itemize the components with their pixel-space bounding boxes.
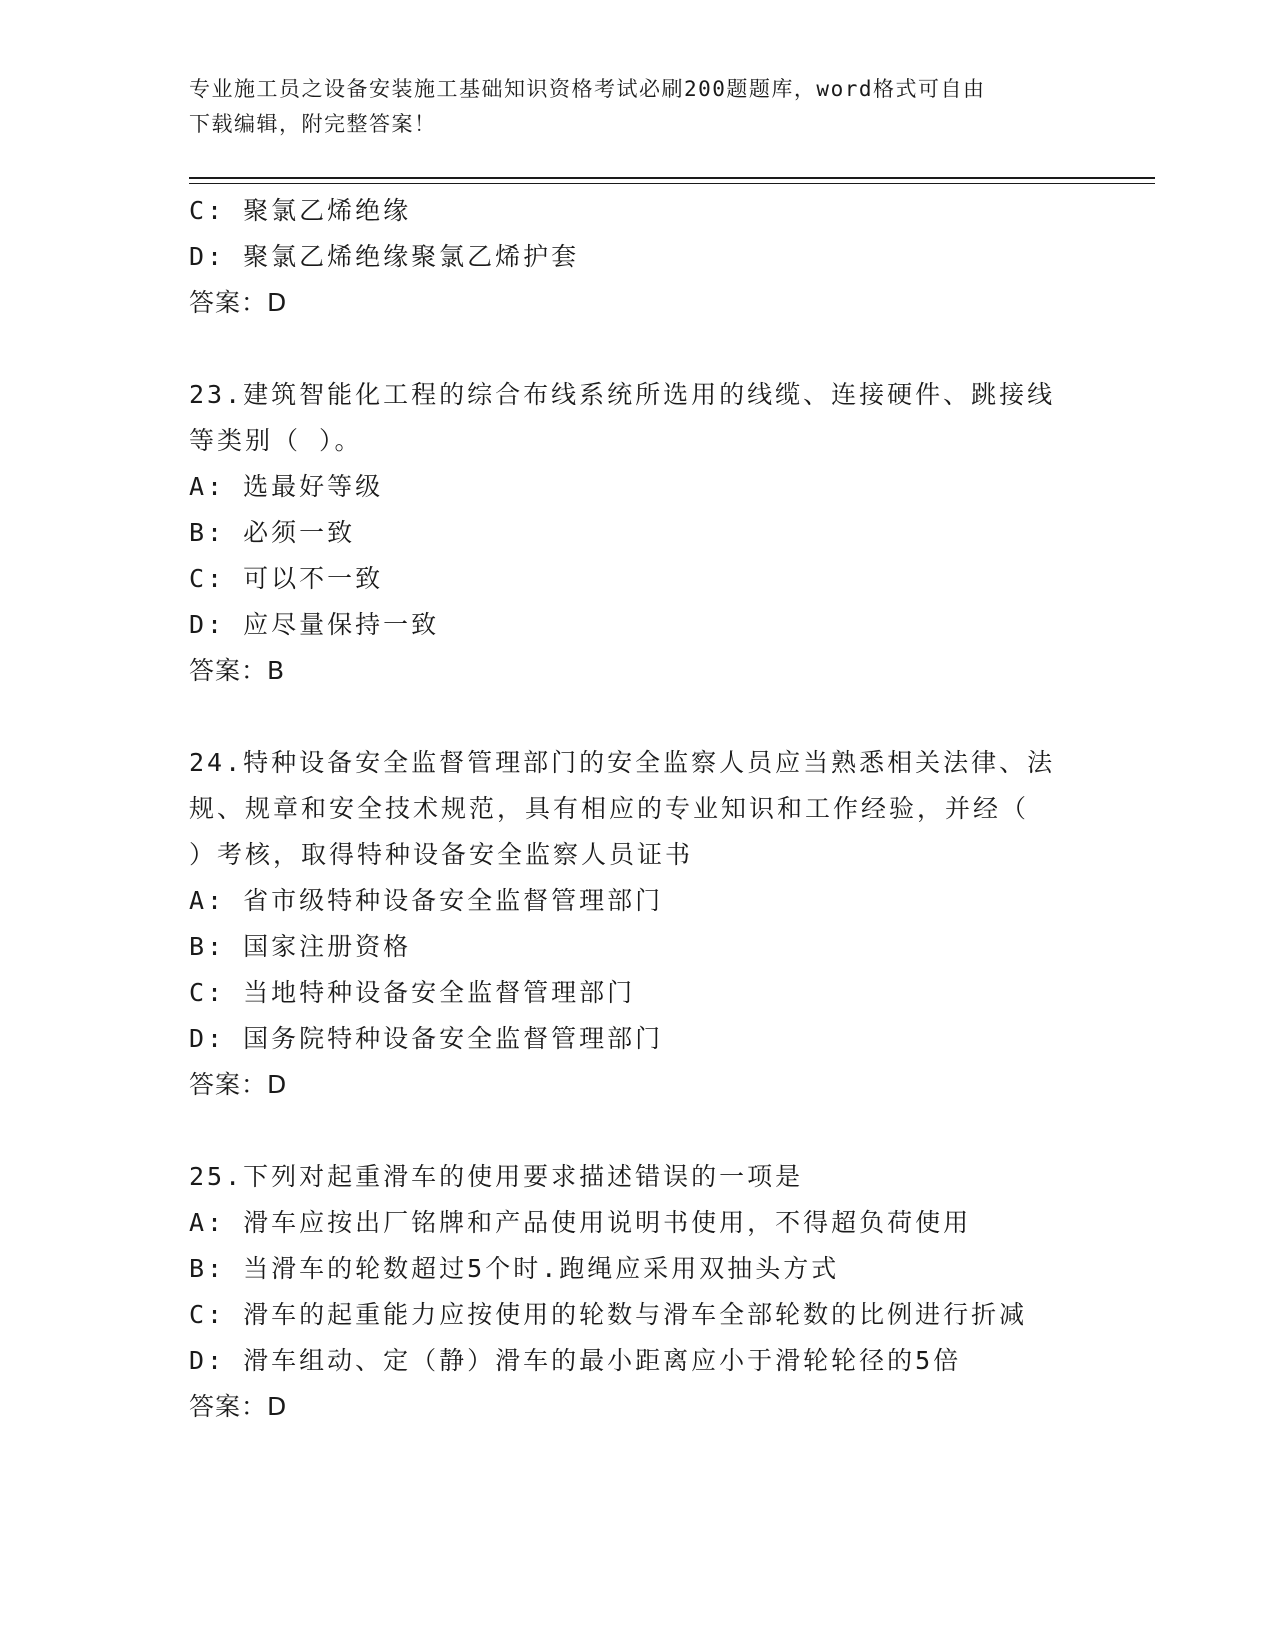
question-list: [189, 188, 1089, 1430]
option-d: D: 聚氯乙烯绝缘聚氯乙烯护套: [189, 242, 580, 271]
question-22: [189, 188, 1089, 326]
question-stem: 24.特种设备安全监督管理部门的安全监察人员应当熟悉相关法律、法: [189, 748, 1056, 777]
question-stem: 23.建筑智能化工程的综合布线系统所选用的线缆、连接硬件、跳接线: [189, 380, 1056, 409]
option-a: A: 选最好等级: [189, 472, 384, 501]
question-stem: ）考核，取得特种设备安全监察人员证书: [189, 840, 694, 869]
option-a: A: 滑车应按出厂铭牌和产品使用说明书使用，不得超负荷使用: [189, 1208, 972, 1237]
answer: 答案：D: [189, 1070, 288, 1099]
header-divider-thick: [189, 177, 1155, 179]
answer: 答案：B: [189, 656, 286, 685]
answer: 答案：D: [189, 1392, 288, 1421]
question-stem: 25.下列对起重滑车的使用要求描述错误的一项是: [189, 1162, 804, 1191]
option-b: B: 国家注册资格: [189, 932, 412, 961]
question-23: [189, 372, 1089, 694]
question-spacer: [189, 694, 1089, 740]
question-spacer: [189, 326, 1089, 372]
option-d: D: 国务院特种设备安全监督管理部门: [189, 1024, 664, 1053]
option-c: C: 聚氯乙烯绝缘: [189, 196, 412, 225]
option-c: C: 当地特种设备安全监督管理部门: [189, 978, 636, 1007]
option-c: C: 可以不一致: [189, 564, 384, 593]
option-c: C: 滑车的起重能力应按使用的轮数与滑车全部轮数的比例进行折减: [189, 1300, 1028, 1329]
question-spacer: [189, 1108, 1089, 1154]
header-divider-thin: [189, 183, 1155, 184]
option-b: B: 必须一致: [189, 518, 356, 547]
header-title-line-2: 下载编辑，附完整答案！: [189, 112, 437, 136]
question-25: [189, 1154, 1089, 1430]
option-b: B: 当滑车的轮数超过5个时.跑绳应采用双抽头方式: [189, 1254, 840, 1283]
question-stem: 等类别（ ）。: [189, 426, 363, 455]
question-24: [189, 740, 1089, 1108]
option-a: A: 省市级特种设备安全监督管理部门: [189, 886, 664, 915]
question-stem: 规、规章和安全技术规范，具有相应的专业知识和工作经验，并经（: [189, 794, 1030, 823]
option-d: D: 滑车组动、定（静）滑车的最小距离应小于滑轮轮径的5倍: [189, 1346, 962, 1375]
option-d: D: 应尽量保持一致: [189, 610, 440, 639]
header-title-line-1: 专业施工员之设备安装施工基础知识资格考试必刷200题题库，word格式可自由: [189, 77, 986, 101]
answer: 答案：D: [189, 288, 288, 317]
document-header: [189, 72, 1089, 142]
